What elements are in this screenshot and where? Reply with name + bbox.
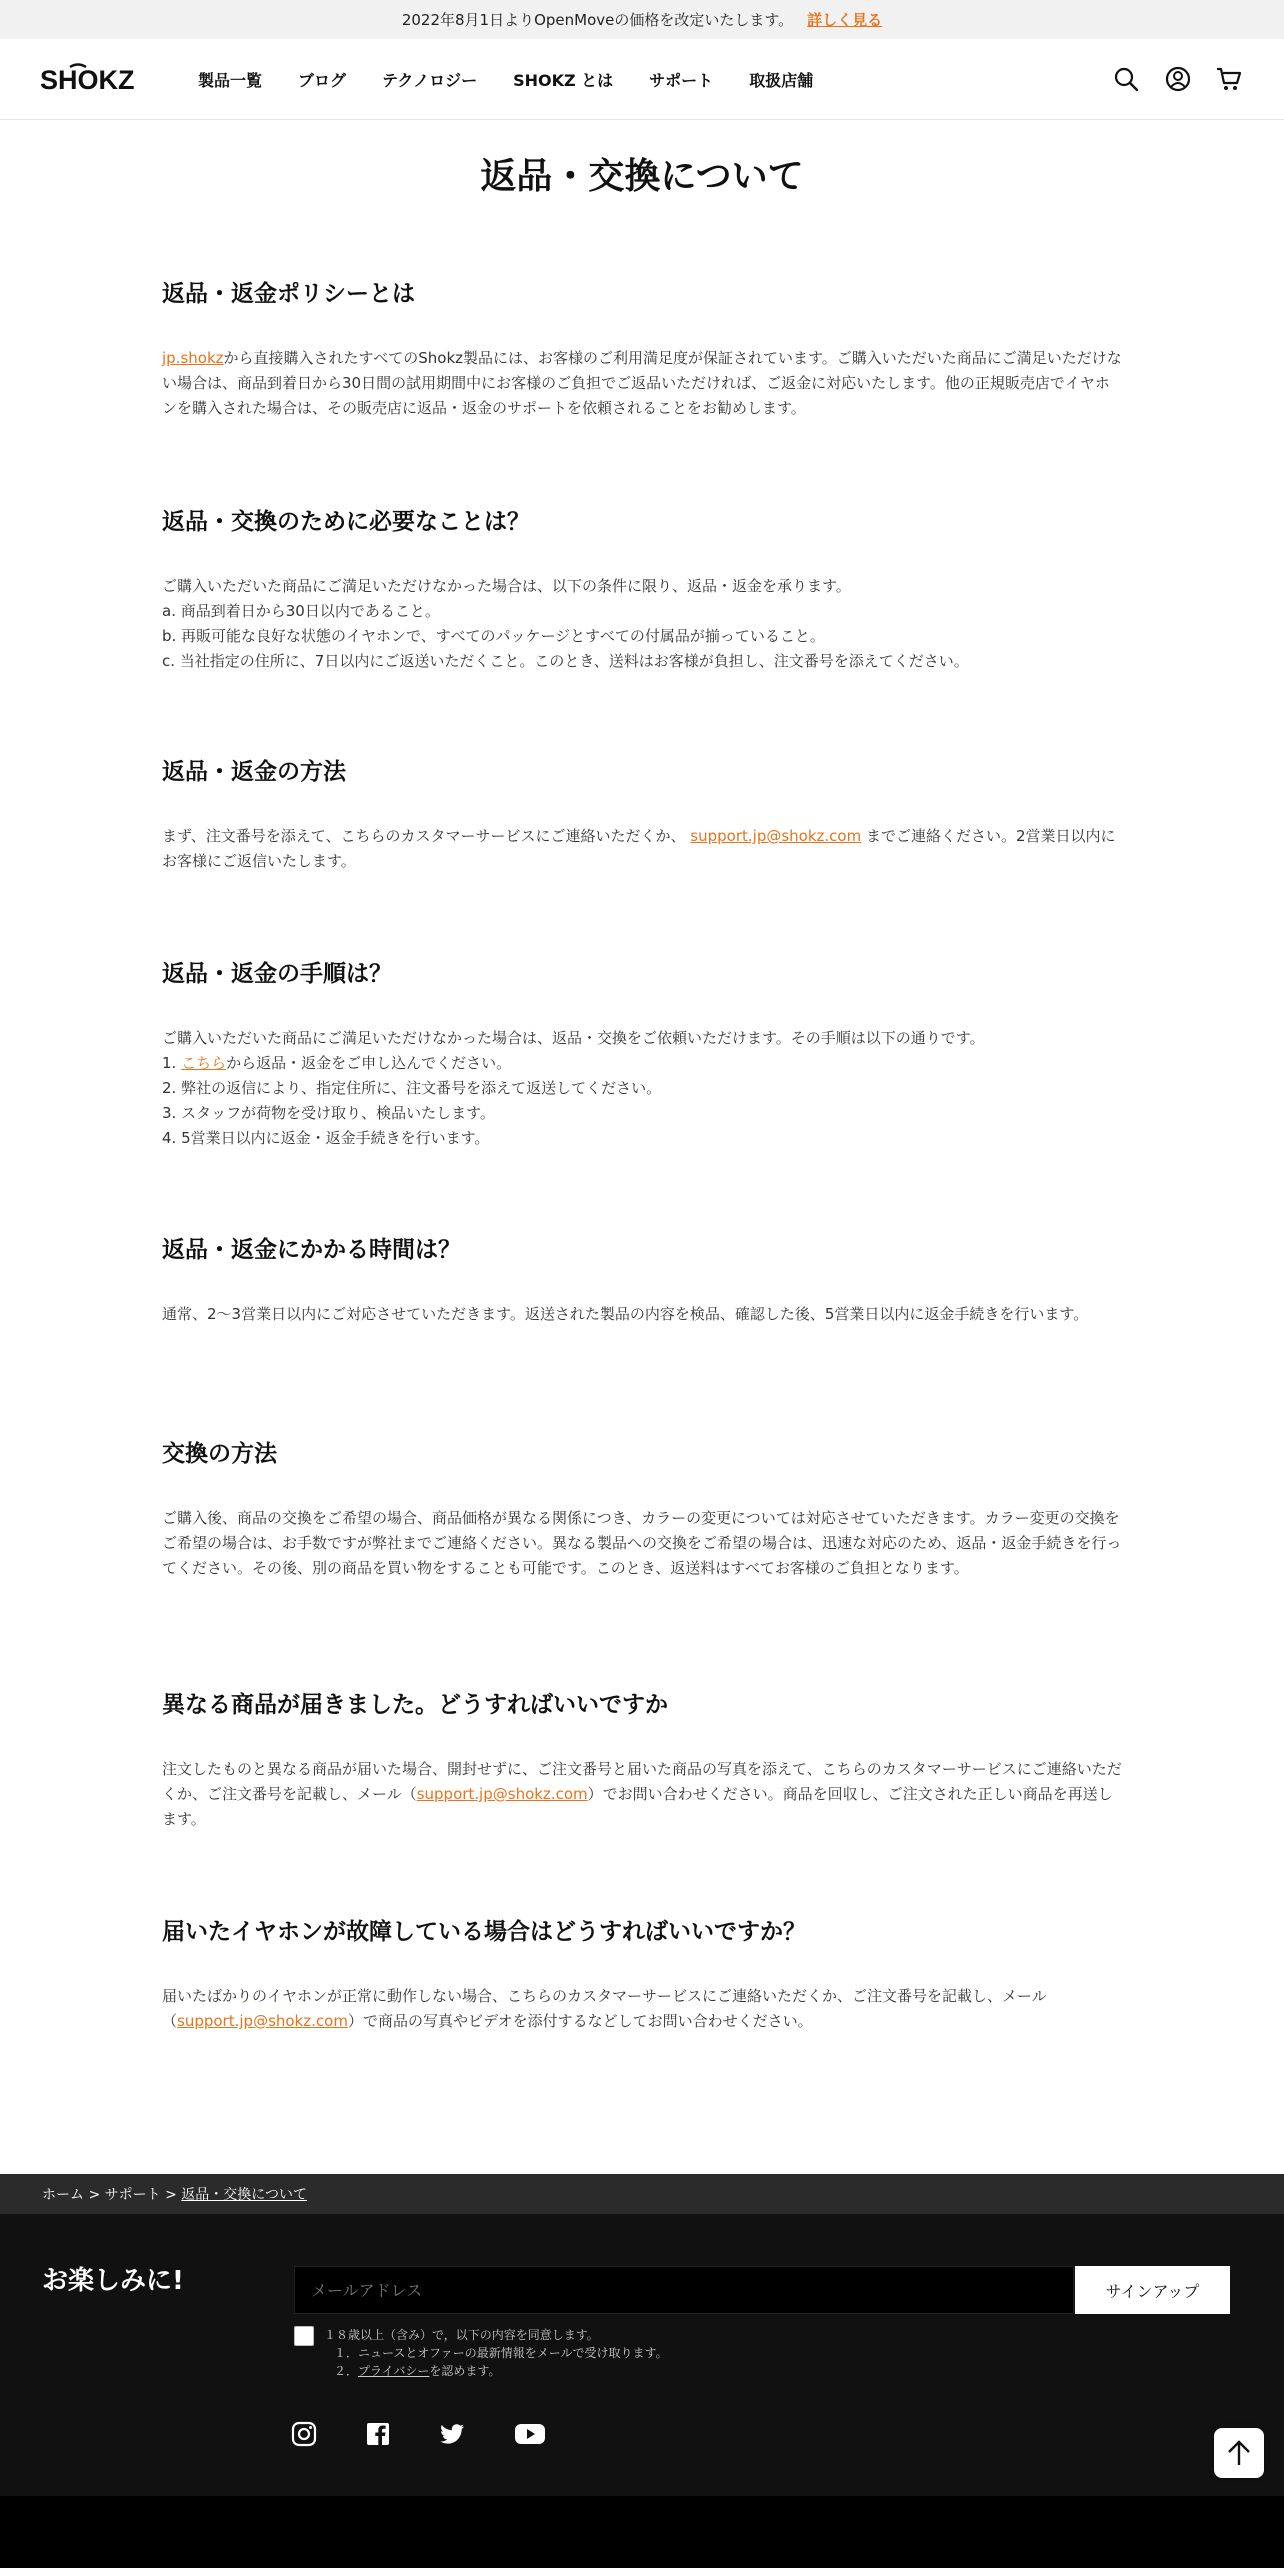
- section-title: 返品・返金の方法: [162, 759, 346, 785]
- text-before: まず、注文番号を添えて、こちらのカスタマーサービスにご連絡いただくか、: [162, 827, 686, 845]
- support-email-link[interactable]: support.jp@shokz.com: [416, 1785, 588, 1803]
- section-title: 返品・返金の手順は？: [162, 961, 392, 987]
- section-return-method: [162, 754, 1124, 870]
- section-title: 返品・交換のために必要なことは？: [162, 509, 530, 535]
- text-before: 注文したものと異なる商品が届いた場合、開封せずに、ご注文番号と届いた商品の写真を添えて、こちらのカスタマーサービスにご連絡いただくか、ご注文番号を記載し、メール（: [162, 1760, 1122, 1803]
- section-text: [162, 1984, 1124, 2034]
- consent-checkbox[interactable]: [294, 2326, 314, 2346]
- support-email-link[interactable]: support.jp@shokz.com: [177, 2012, 348, 2030]
- requirement-c: c. 当社指定の住所に、7日以内にご返送いただくこと。このとき、送料はお客様が負担し、注文番号を添えてください。: [162, 652, 969, 670]
- breadcrumb-support[interactable]: サポート: [104, 2187, 161, 2203]
- steps-intro: ご購入いただいた商品にご満足いただけなかった場合は、返品・交換をご依頼いただけます。その手順は以下の通りです。: [162, 1029, 985, 1047]
- breadcrumb-separator: >: [84, 2187, 105, 2203]
- privacy-link[interactable]: プライバシー: [358, 2364, 430, 2378]
- section-title: 返品・返金にかかる時間は？: [162, 1237, 461, 1263]
- facebook-icon[interactable]: [364, 2420, 392, 2448]
- section-return-time: [162, 1232, 1124, 1323]
- twitter-icon[interactable]: [438, 2420, 466, 2448]
- return-policy-text: から直接購入されたすべてのShokz製品には、お客様のご利用満足度が保証されています。ご購入いただいた商品にご満足いただけない場合は、商品到着日から30日間の試用期間中にお客様のご負担でご返品いただければ、ご返金に対応いたします。他の正規販売店でイヤホンを購入された場合は、その販売店に返品・返金のサポートを依頼されることをお勧めします。: [162, 349, 1122, 417]
- announcement-text: 2022年8月1日よりOpenMoveの価格を改定いたします。: [401, 11, 794, 29]
- step-1: [162, 1051, 1124, 1076]
- nav-blog[interactable]: ブログ: [298, 70, 347, 90]
- text-after: までご連絡ください。2営業日以内にお客様にご返信いたします。: [162, 827, 1116, 870]
- nav-technology[interactable]: テクノロジー: [382, 70, 478, 90]
- apply-here-link[interactable]: こちら: [181, 1054, 227, 1072]
- step-2: 2. 弊社の返信により、指定住所に、注文番号を添えて返送してください。: [162, 1079, 662, 1097]
- text-after: ）で商品の写真やビデオを添付するなどしてお問い合わせください。: [347, 2012, 813, 2030]
- support-email-link[interactable]: support.jp@shokz.com: [690, 827, 862, 845]
- section-return-policy: [162, 276, 1124, 417]
- section-text: [162, 346, 1124, 421]
- section-title: 交換の方法: [162, 1441, 277, 1467]
- consent-line-1: １８歳以上（含み）で，以下の内容を同意します。: [324, 2328, 599, 2342]
- step-1-number: 1.: [162, 1054, 182, 1072]
- nav-products[interactable]: 製品一覧: [198, 70, 263, 90]
- requirement-b: b. 再販可能な良好な状態のイヤホンで、すべてのパッケージとすべての付属品が揃っていること。: [162, 627, 825, 645]
- text-before: 届いたばかりのイヤホンが正常に動作しない場合、こちらのカスタマーサービスにご連絡いただくか、ご注文番号を記載し、メール（: [162, 1987, 1047, 2030]
- breadcrumb: [0, 2174, 1284, 2214]
- breadcrumb-separator: >: [160, 2187, 182, 2203]
- site-footer: [0, 2214, 1284, 2496]
- breadcrumb-current: 返品・交換について: [181, 2187, 308, 2203]
- page-title: 返品・交換について: [480, 156, 804, 197]
- requirement-a: a. 商品到着日から30日以内であること。: [162, 602, 440, 620]
- search-icon[interactable]: [1112, 65, 1140, 93]
- section-defective: [162, 1914, 1124, 2030]
- arrow-up-icon: [1224, 2438, 1254, 2468]
- text-after: ）でお問い合わせください。商品を回収し、ご注文された正しい商品を再送します。: [162, 1785, 1113, 1828]
- section-requirements: [162, 504, 1124, 670]
- requirements-intro: ご購入いただいた商品にご満足いただけなかった場合は、以下の条件に限り、返品・返金を承ります。: [162, 577, 851, 595]
- cart-icon[interactable]: [1215, 65, 1243, 93]
- consent-line-3-suffix: を認めます。: [429, 2364, 501, 2378]
- section-text: [162, 824, 1124, 874]
- consent-text: [324, 2326, 668, 2380]
- section-exchange: [162, 1436, 1124, 1577]
- nav-support[interactable]: サポート: [649, 70, 714, 90]
- email-input[interactable]: [294, 2266, 1074, 2314]
- section-title: 返品・返金ポリシーとは: [162, 281, 415, 307]
- breadcrumb-home[interactable]: ホーム: [42, 2187, 84, 2203]
- section-title: 異なる商品が届きました。どうすればいいですか: [162, 1692, 668, 1718]
- account-icon[interactable]: [1164, 65, 1192, 93]
- section-return-steps: [162, 956, 1124, 1147]
- bottom-bar: [0, 2496, 1284, 2568]
- signup-button[interactable]: サインアップ: [1075, 2266, 1230, 2314]
- back-to-top-button[interactable]: [1214, 2428, 1264, 2478]
- step-3: 3. スタッフが荷物を受け取り、検品いたします。: [162, 1104, 495, 1122]
- main-nav: [198, 39, 849, 119]
- newsletter-title: お楽しみに!: [42, 2266, 184, 2296]
- instagram-icon[interactable]: [290, 2420, 318, 2448]
- jp-shokz-link[interactable]: jp.shokz: [162, 349, 224, 367]
- consent-line-3-prefix: ２．: [334, 2364, 359, 2378]
- announcement-bar: [0, 0, 1284, 39]
- logo-text: SHOKZ: [40, 65, 134, 95]
- step-1-text: から返品・返金をご申し込んでください。: [226, 1054, 512, 1072]
- shokz-logo[interactable]: [40, 61, 134, 97]
- section-text: ご購入後、商品の交換をご希望の場合、商品価格が異なる関係につき、カラーの変更については対応させていただきます。カラー変更の交換をご希望の場合は、お手数ですが弊社までご連絡ください。異なる製品への交換をご希望の場合は、迅速な対応のため、返品・返金手続きを行ってください。その後、別の商品を買い物をすることも可能です。このとき、返送料はすべてお客様のご負担となります。: [162, 1509, 1122, 1577]
- youtube-icon[interactable]: [514, 2420, 546, 2448]
- step-4: 4. 5営業日以内に返金・返金手続きを行います。: [162, 1129, 490, 1147]
- section-text: 通常、2～3営業日以内にご対応させていただきます。返送された製品の内容を検品、確認した後、5営業日以内に返金手続きを行います。: [162, 1305, 1089, 1323]
- section-wrong-item: [162, 1687, 1124, 1828]
- nav-about[interactable]: SHOKZ とは: [513, 70, 614, 90]
- nav-stores[interactable]: 取扱店舗: [749, 70, 814, 90]
- consent-line-3: [324, 2362, 668, 2380]
- site-header: [0, 39, 1284, 120]
- section-text: [162, 1757, 1124, 1832]
- section-title: 届いたイヤホンが故障している場合はどうすればいいですか？: [162, 1919, 806, 1945]
- consent-line-2: １．ニュースとオファーの最新情報をメールで受け取ります。: [334, 2346, 668, 2360]
- announcement-link[interactable]: 詳しく見る: [807, 11, 883, 29]
